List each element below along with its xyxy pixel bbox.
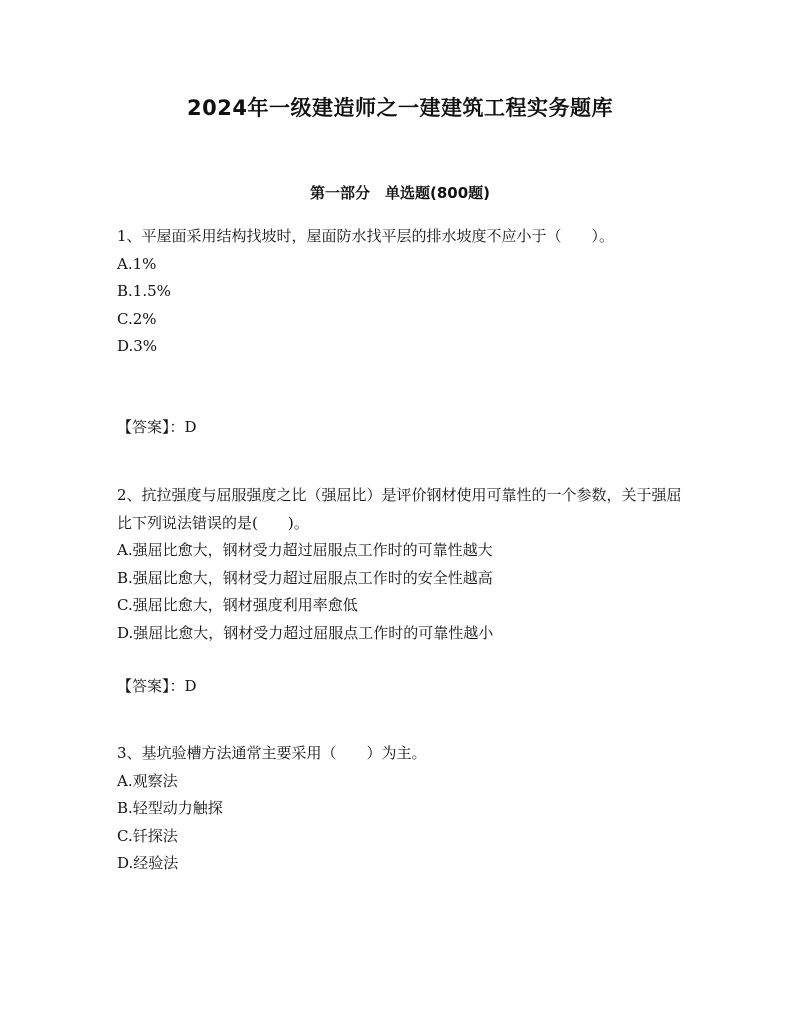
question-2 xyxy=(117,482,687,647)
option-d: D.强屈比愈大，钢材受力超过屈服点工作时的可靠性越小 xyxy=(117,623,494,642)
option-c: C.2% xyxy=(117,309,157,328)
question-stem: 3、基坑验槽方法通常主要采用（ ）为主。 xyxy=(117,744,427,762)
option-b: B.轻型动力触探 xyxy=(117,799,223,817)
option-b: B.强屈比愈大，钢材受力超过屈服点工作时的安全性越高 xyxy=(117,568,493,587)
answer-2: 【答案】：D xyxy=(117,677,197,695)
option-b: B.1.5% xyxy=(117,282,171,300)
option-a: A.强屈比愈大，钢材受力超过屈服点工作时的可靠性越大 xyxy=(117,541,493,559)
option-d: D.3% xyxy=(117,337,158,355)
option-d: D.经验法 xyxy=(117,854,179,872)
question-3 xyxy=(117,740,687,878)
option-c: C.强屈比愈大，钢材强度利用率愈低 xyxy=(117,596,358,614)
option-list xyxy=(117,768,687,878)
document-title: 2024年一级建造师之一建建筑工程实务题库 xyxy=(187,96,613,120)
option-c: C.钎探法 xyxy=(117,826,178,845)
option-a: A.1% xyxy=(117,254,157,273)
question-stem: 1、平屋面采用结构找坡时，屋面防水找平层的排水坡度不应小于（ ）。 xyxy=(117,227,615,245)
option-a: A.观察法 xyxy=(117,771,178,790)
question-stem: 2、抗拉强度与屈服强度之比（强屈比）是评价钢材使用可靠性的一个参数，关于强屈比下列说法错误的是( )。 xyxy=(117,486,682,532)
question-1 xyxy=(117,223,687,361)
section-title: 第一部分 单选题(800题) xyxy=(309,184,491,202)
option-list xyxy=(117,537,687,647)
answer-1: 【答案】：D xyxy=(117,418,197,436)
option-list xyxy=(117,251,687,361)
